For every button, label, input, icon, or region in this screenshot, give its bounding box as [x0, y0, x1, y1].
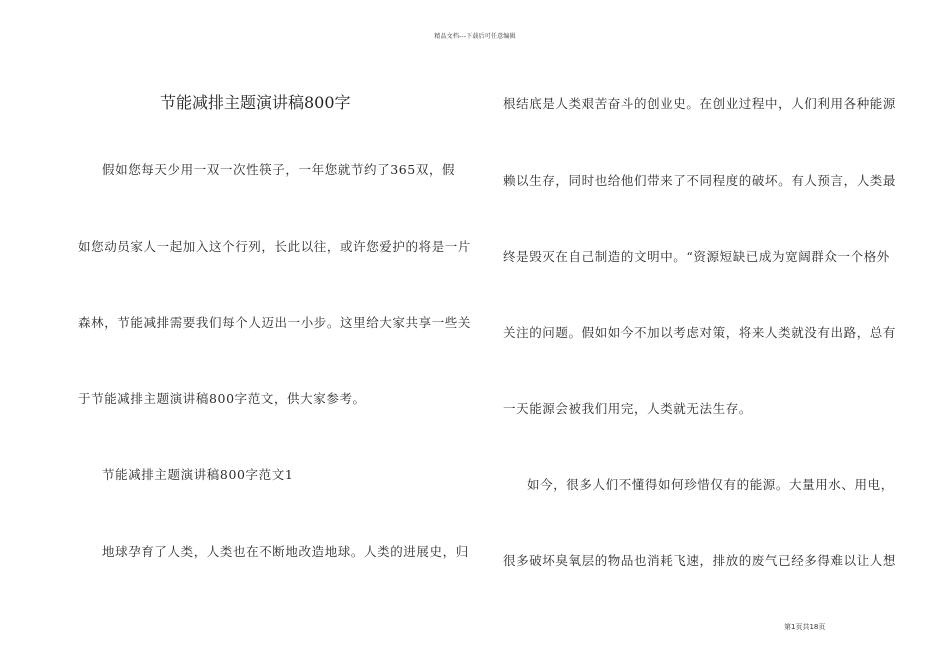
paragraph-line: 假如您每天少用一双一次性筷子，一年您就节约了365双，假	[102, 162, 456, 177]
paragraph-line: 关注的问题。假如如今不加以考虑对策，将来人类就没有出路，总有	[503, 325, 897, 340]
paragraph-line: 如您动员家人一起加入这个行列，长此以往，或许您爱护的将是一片	[78, 239, 472, 254]
paragraph-line: 如今，很多人们不懂得如何珍惜仅有的能源。大量用水、用电，	[527, 477, 894, 492]
paragraph-line: 地球孕育了人类，人类也在不断地改造地球。人类的进展史，归	[102, 544, 469, 559]
paragraph-line: 根结底是人类艰苦奋斗的创业史。在创业过程中，人们利用各种能源	[503, 96, 897, 111]
paragraph-line: 森林，节能减排需要我们每个人迈出一小步。这里给大家共享一些关	[78, 315, 472, 330]
paragraph-line: 于节能减排主题演讲稿800字范文，供大家参考。	[78, 391, 366, 406]
section-heading: 节能减排主题演讲稿800字范文1	[102, 467, 294, 482]
paragraph-line: 一天能源会被我们用完，人类就无法生存。	[503, 401, 752, 416]
document-title: 节能减排主题演讲稿800字	[160, 93, 351, 112]
paragraph-line: 很多破坏臭氧层的物品也消耗飞速，排放的废气已经多得难以让人想	[503, 553, 897, 568]
page-header: 精品文档---下载后可任意编辑	[434, 33, 516, 40]
page-number: 第1页共18页	[784, 623, 826, 631]
paragraph-line: 赖以生存，同时也给他们带来了不同程度的破坏。有人预言，人类最	[503, 173, 897, 188]
paragraph-line: 终是毁灭在自己制造的文明中。“资源短缺已成为宽阔群众一个格外	[503, 249, 890, 264]
